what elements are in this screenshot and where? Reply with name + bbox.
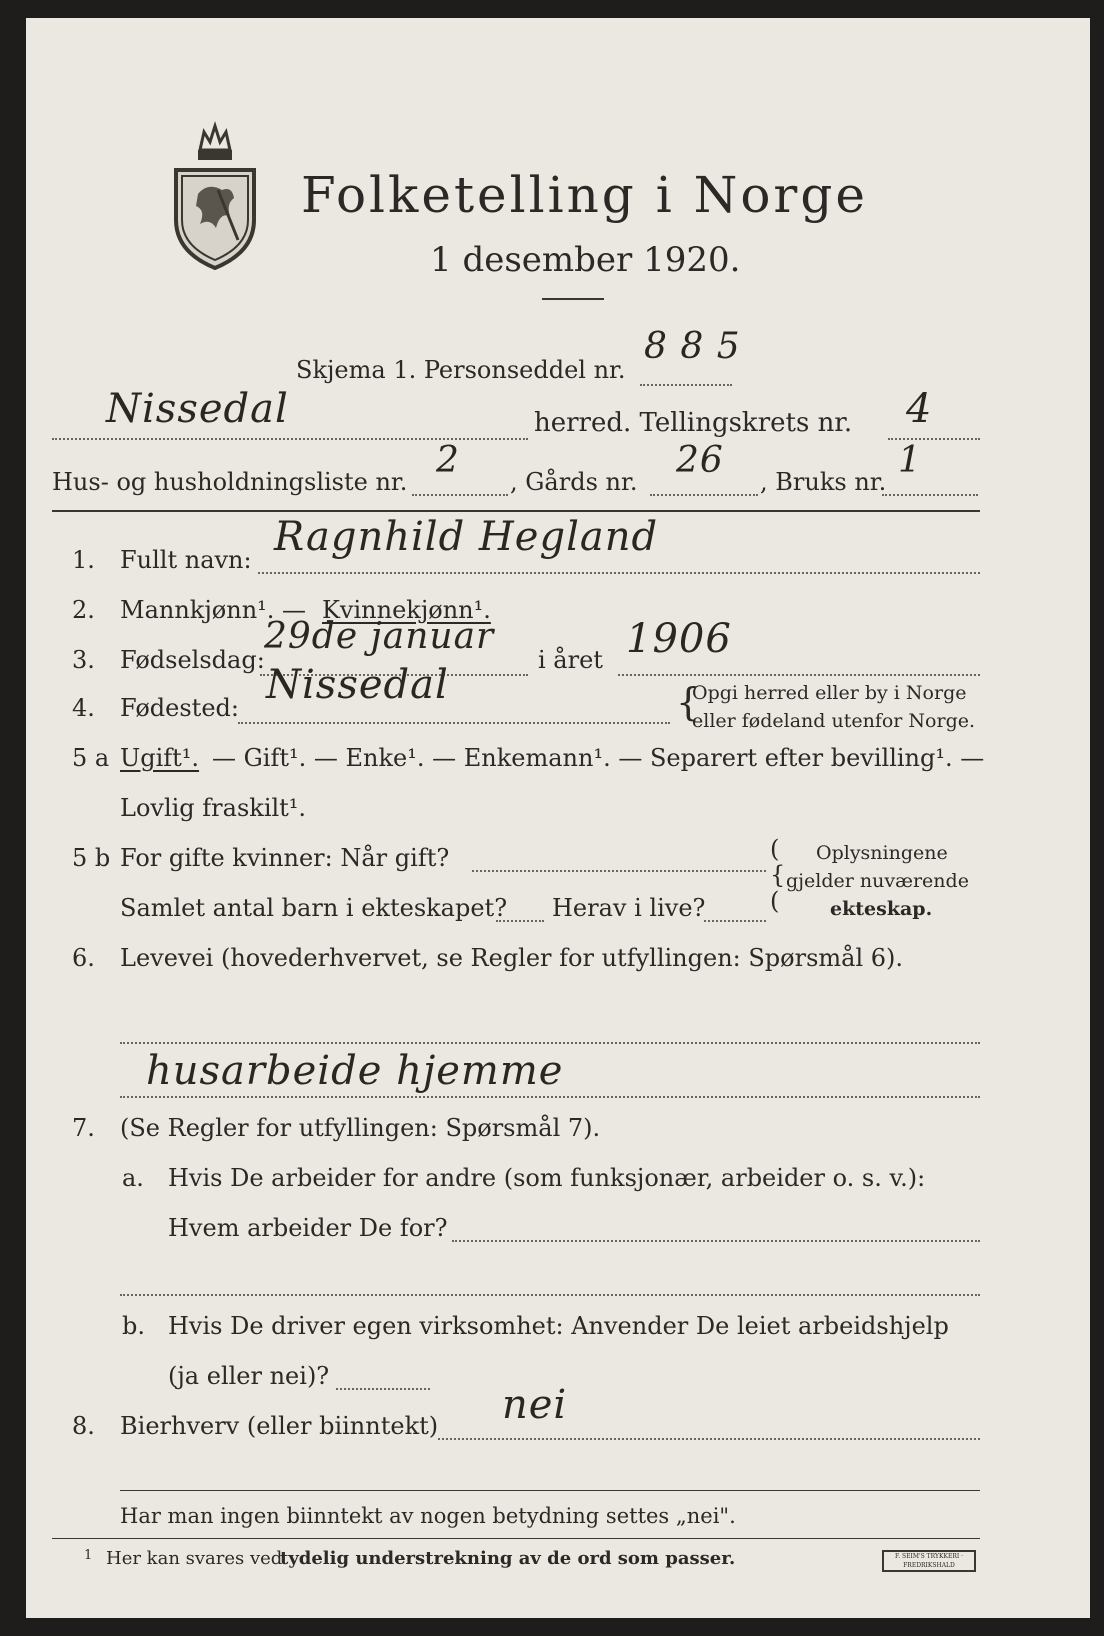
sex-female-option: Kvinnekjønn¹. [322,596,491,624]
year-label: i året [538,646,603,674]
married-when-label: For gifte kvinner: Når gift? [120,844,450,872]
birthday-value: 29de januar [264,616,495,657]
title-divider [542,298,604,300]
gards-label: , Gårds nr. [510,468,638,496]
q7a-text: Hvis De arbeider for andre (som funksjonær, arbeider o. s. v.): [168,1164,926,1192]
children-count-label: Samlet antal barn i ekteskapet? [120,894,508,922]
marital-fraskilt-option: Lovlig fraskilt¹. [120,794,307,822]
bruks-label: , Bruks nr. [760,468,887,496]
tellingskrets-value: 4 [906,386,933,432]
husholdningsliste-label: Hus- og husholdningsliste nr. [52,468,408,496]
birthplace-value: Nissedal [266,662,449,708]
q7-number: 7. [72,1114,95,1142]
q2-number: 2. [72,596,95,624]
coat-of-arms-emblem [172,120,258,270]
q3-label: Fødselsdag: [120,646,265,674]
q8-label: Bierhverv (eller biinntekt) [120,1412,439,1440]
q1-number: 1. [72,546,95,574]
bruks-value: 1 [898,440,922,481]
sex-male-option: Mannkjønn¹. — [120,596,307,624]
header-rule [52,510,980,512]
full-name-value: Ragnhild Hegland [274,514,659,560]
nei-instruction: Har man ingen biinntekt av nogen betydning settes „nei". [120,1504,736,1528]
q7b-question: (ja eller nei)? [168,1362,330,1390]
marital-other-options: — Gift¹. — Enke¹. — Enkemann¹. — Separert efter bevilling¹. — [212,744,985,772]
marriage-note-2: gjelder nuværende [786,870,969,892]
birthplace-note-1: Opgi herred eller by i Norge [692,682,967,704]
children-alive-label: Herav i live? [552,894,706,922]
husholdningsliste-value: 2 [436,440,460,481]
q8-number: 8. [72,1412,95,1440]
q6-label: Levevei (hovederhvervet, se Regler for utfyllingen: Spørsmål 6). [120,944,904,972]
q7b-text: Hvis De driver egen virksomhet: Anvender De leiet arbeidshjelp [168,1312,949,1340]
q7-label: (Se Regler for utfyllingen: Spørsmål 7). [120,1114,601,1142]
q7b-letter: b. [122,1312,145,1340]
q1-label: Fullt navn: [120,546,252,574]
side-income-value: nei [502,1382,568,1428]
form-title: Folketelling i Norge [301,166,868,224]
q4-number: 4. [72,694,95,722]
marital-ugift-option: Ugift¹. [120,744,200,772]
herred-value: Nissedal [106,386,289,432]
birthplace-note-2: eller fødeland utenfor Norge. [692,710,976,732]
footnote-mark: 1 [84,1548,93,1563]
marriage-note-1: Oplysningene [816,842,948,864]
q6-number: 6. [72,944,95,972]
q5a-number: 5 a [72,744,110,772]
q5b-number: 5 b [72,844,111,872]
footnote-text-plain: Her kan svares ved [106,1548,283,1569]
occupation-value: husarbeide hjemme [146,1048,564,1094]
printer-stamp: F. SEIM'S TRYKKERI · FREDRIKSHALD [882,1550,976,1572]
personseddel-label: Skjema 1. Personseddel nr. [296,356,626,384]
herred-label: herred. Tellingskrets nr. [534,408,853,438]
census-date: 1 desember 1920. [430,240,741,280]
q4-label: Fødested: [120,694,239,722]
personseddel-value: 8 8 5 [644,326,741,367]
marriage-note-3: ekteskap. [830,898,933,920]
q7a-letter: a. [122,1164,144,1192]
birth-year-value: 1906 [626,616,732,662]
gards-value: 26 [676,440,724,481]
q7a-question: Hvem arbeider De for? [168,1214,448,1242]
footnote-text-bold: tydelig understrekning av de ord som passer. [280,1548,736,1569]
q3-number: 3. [72,646,95,674]
census-form-page: Folketelling i Norge 1 desember 1920. Skjema 1. Personseddel nr. 8 8 5 Nissedal herred. Tellingskrets nr. 4 Hus- og husholdningsliste nr. 2 , Gårds nr. 26 , Bruks nr. 1 1. Fullt navn: Ragnhild Hegland 2. Mannkjønn¹. — Kvinnekjønn¹. 3. Fødselsdag: 29de januar i året 1906 4. Fødested: Nissedal { Opgi herred eller by i Norge eller fødeland utenfor Norge. 5 a Ugift¹. — Gift¹. — Enke¹. — Enkemann¹. — Separert efter bevilling¹. — Lovlig fraskilt¹. 5 b For gifte kvinner: Når gift? Samlet antal barn i ekteskapet? Herav i live? ( { ( Oplysningene gjelder nuværende ekteskap. 6. Levevei (hovederhvervet, se Regler for utfyllingen: Spørsmål 6). husarbeide hjemme 7. (Se Regler for utfyllingen: Spørsmål 7). a. Hvis De arbeider for andre (som funksjonær, arbeider o. s. v.): Hvem arbeider De for? b. Hvis De driver egen virksomhet: Anvender De leiet arbeidshjelp (ja eller nei)? 8. Bierhverv (eller biinntekt) nei Har man ingen biinntekt av nogen betydning settes „nei". 1 Her kan svares ved tydelig understrekning av de ord som passer. F. SEIM'S TRYKKERI · FREDRIKSHALD [26,18,1090,1618]
